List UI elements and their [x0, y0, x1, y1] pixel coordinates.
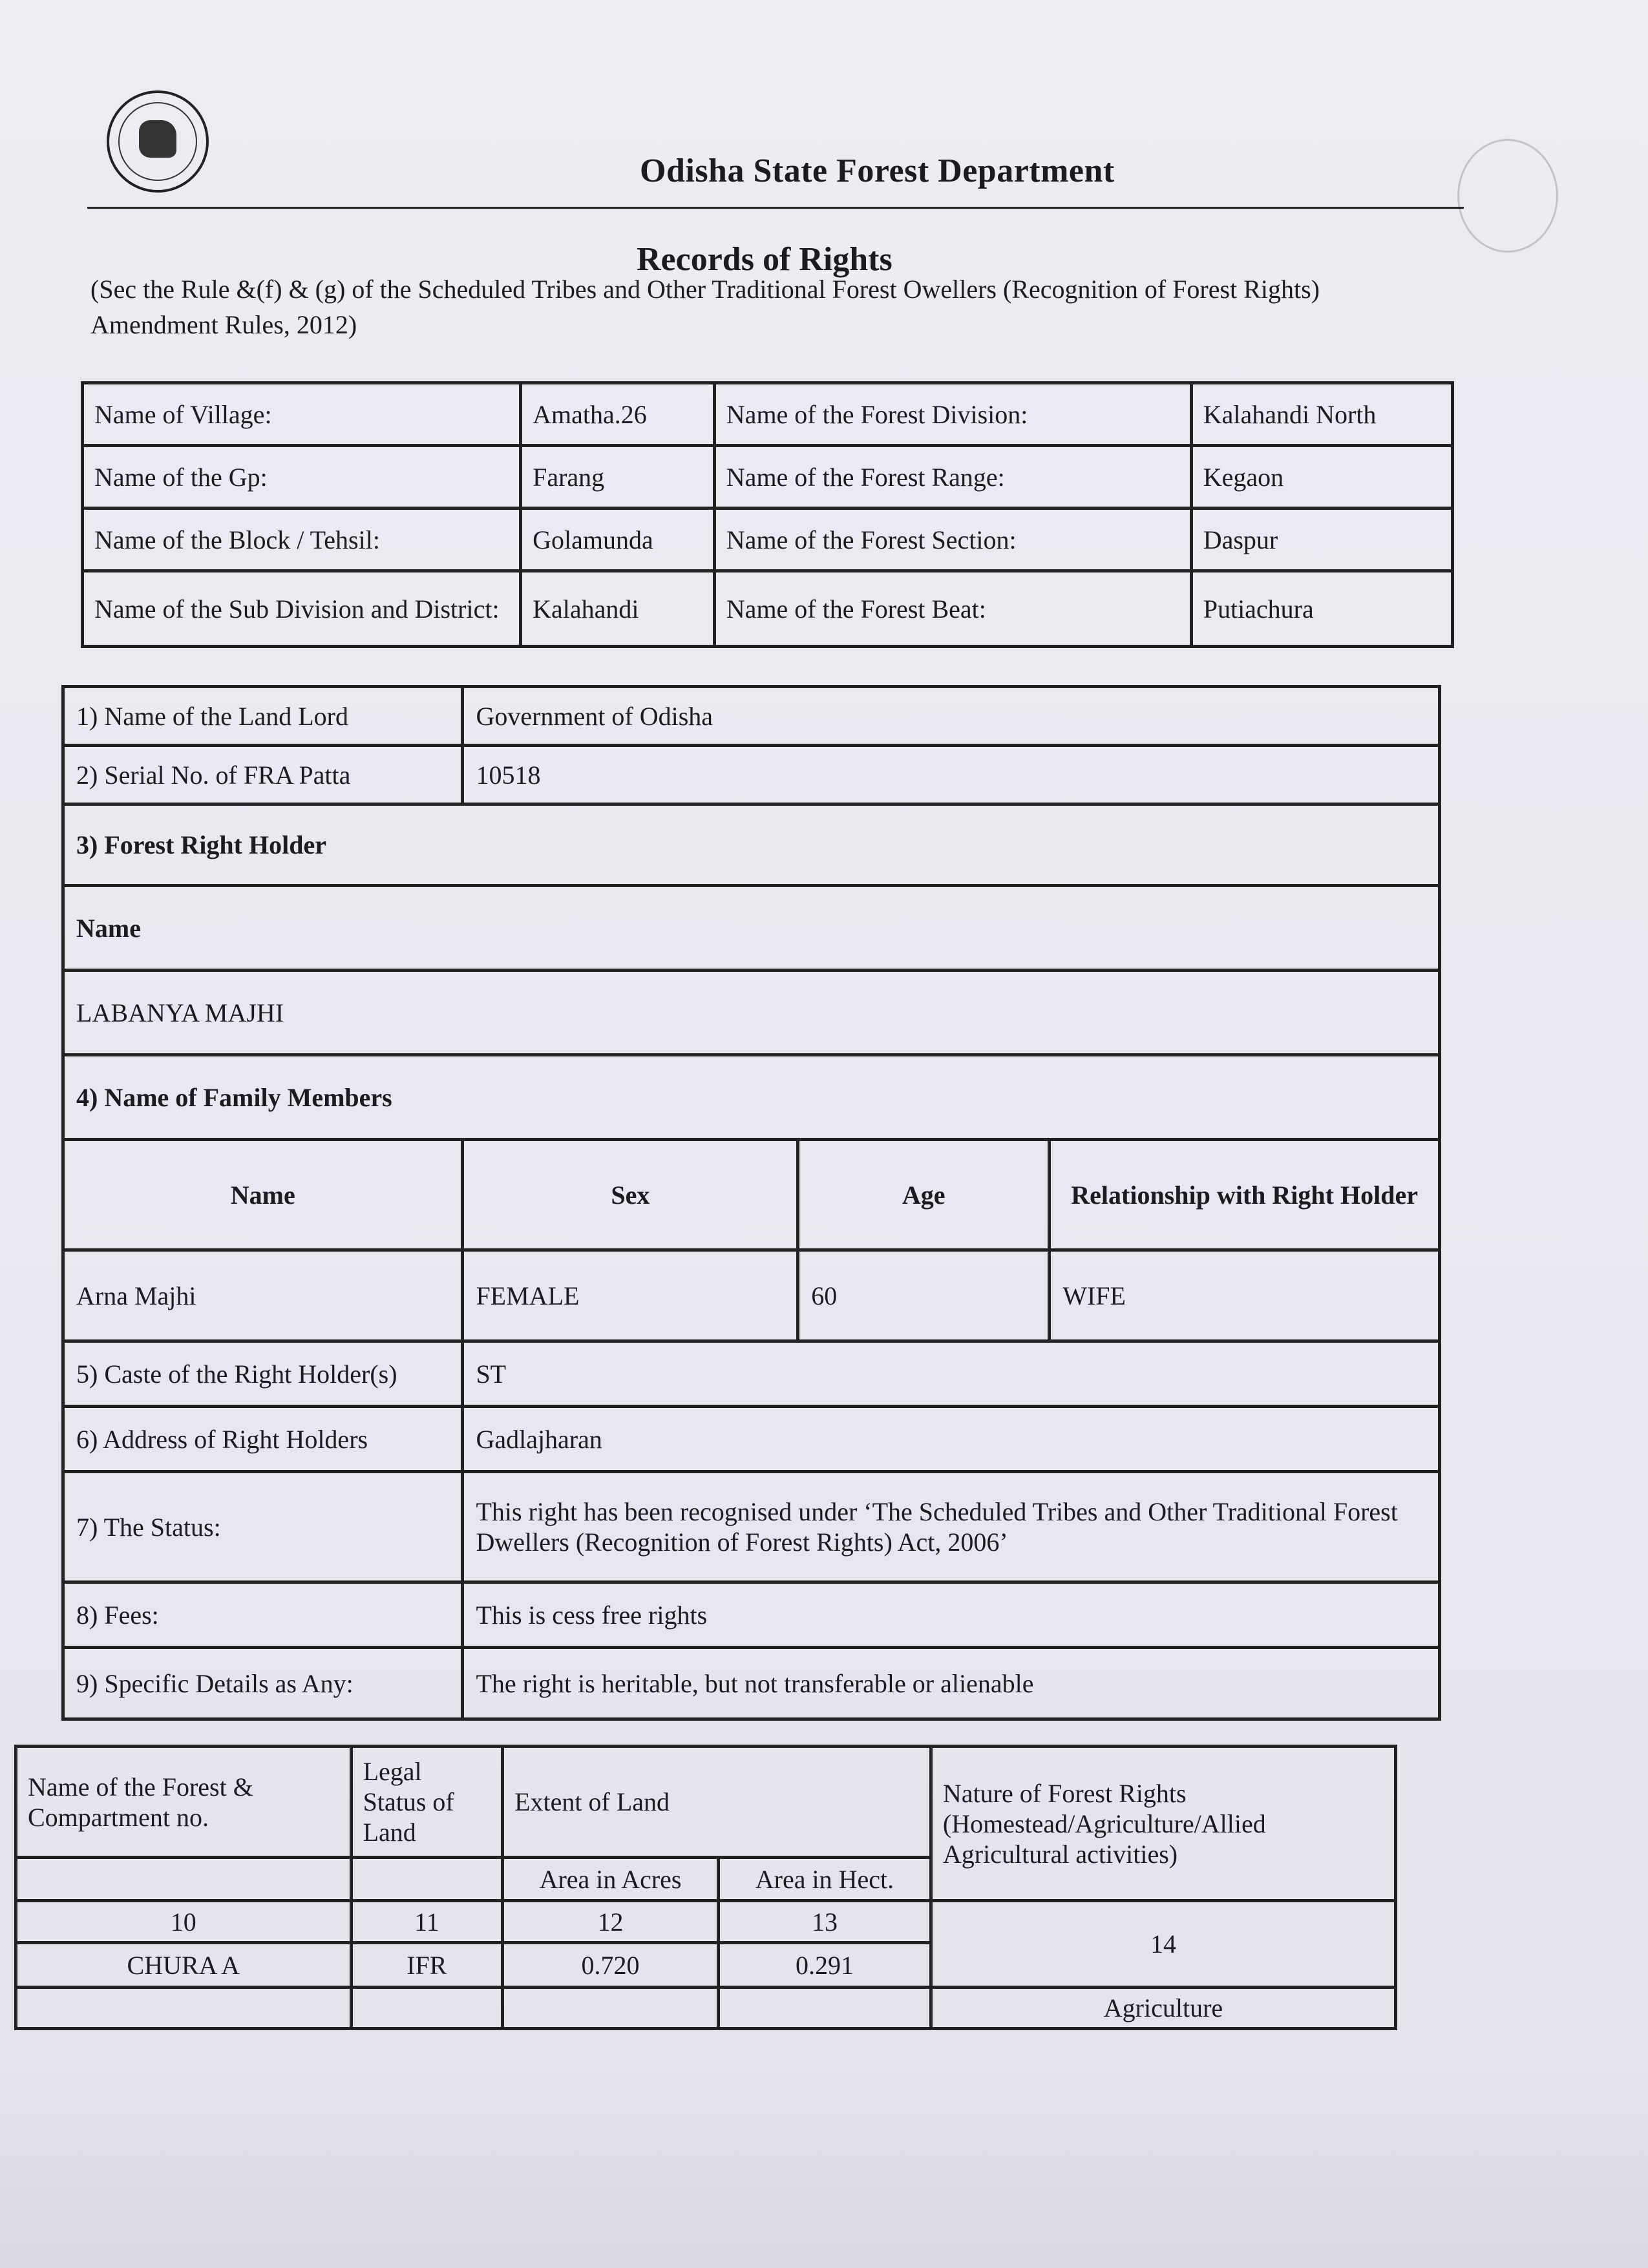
- block-label: Name of the Block / Tehsil:: [83, 509, 521, 571]
- division-value: Kalahandi North: [1191, 383, 1452, 446]
- name-heading: Name: [63, 886, 1440, 971]
- document-title: Records of Rights: [637, 241, 893, 278]
- table-row: [63, 1250, 1440, 1341]
- sub-area-hect: Area in Hect.: [719, 1858, 931, 1901]
- family-col-relationship: Relationship with Right Holder: [1050, 1140, 1440, 1250]
- acres-value: 0.720: [503, 1943, 719, 1988]
- hect-value: 0.291: [719, 1943, 931, 1988]
- num-hect: 13: [719, 1901, 931, 1943]
- beat-label: Name of the Forest Beat:: [714, 571, 1191, 647]
- num-forest: 10: [16, 1901, 352, 1943]
- blank-cell: [351, 1988, 502, 2029]
- gp-value: Farang: [521, 446, 715, 509]
- address-label: 6) Address of Right Holders: [63, 1407, 463, 1472]
- family-col-age: Age: [798, 1140, 1050, 1250]
- land-table: [14, 1745, 1397, 2030]
- family-col-name: Name: [63, 1140, 463, 1250]
- forest-value: CHURA A: [16, 1943, 352, 1988]
- serial-label: 2) Serial No. of FRA Patta: [63, 746, 463, 804]
- family-col-sex: Sex: [463, 1140, 798, 1250]
- section-value: Daspur: [1191, 509, 1452, 571]
- family-member-relationship: WIFE: [1050, 1250, 1440, 1341]
- range-label: Name of the Forest Range:: [714, 446, 1191, 509]
- gp-label: Name of the Gp:: [83, 446, 521, 509]
- caste-label: 5) Caste of the Right Holder(s): [63, 1341, 463, 1407]
- header-divider: [87, 207, 1464, 209]
- nature-value: Agriculture: [931, 1988, 1395, 2029]
- odisha-emblem-icon: [107, 90, 209, 193]
- num-nature: 14: [931, 1901, 1395, 1988]
- fees-value: This is cess free rights: [463, 1582, 1440, 1648]
- family-member-name: Arna Majhi: [63, 1250, 463, 1341]
- blank-cell: [16, 1858, 352, 1901]
- col-legal-status: Legal Status of Land: [351, 1747, 502, 1858]
- subdiv-label: Name of the Sub Division and District:: [83, 571, 521, 647]
- num-legal: 11: [351, 1901, 502, 1943]
- blank-cell: [719, 1988, 931, 2029]
- sub-area-acres: Area in Acres: [503, 1858, 719, 1901]
- faint-seal-icon: [1457, 139, 1558, 253]
- holder-name: LABANYA MAJHI: [63, 971, 1440, 1055]
- family-heading: 4) Name of Family Members: [63, 1055, 1440, 1140]
- status-label: 7) The Status:: [63, 1472, 463, 1582]
- col-forest-compartment: Name of the Forest & Compartment no.: [16, 1747, 352, 1858]
- num-acres: 12: [503, 1901, 719, 1943]
- record-table: [61, 685, 1441, 1721]
- beat-value: Putiachura: [1191, 571, 1452, 647]
- landlord-label: 1) Name of the Land Lord: [63, 687, 463, 746]
- address-value: Gadlajharan: [463, 1407, 1440, 1472]
- location-table: [81, 381, 1454, 648]
- details-label: 9) Specific Details as Any:: [63, 1648, 463, 1719]
- landlord-value: Government of Odisha: [463, 687, 1440, 746]
- legal-value: IFR: [351, 1943, 502, 1988]
- family-member-sex: FEMALE: [463, 1250, 798, 1341]
- details-value: The right is heritable, but not transferable or alienable: [463, 1648, 1440, 1719]
- family-member-age: 60: [798, 1250, 1050, 1341]
- subdiv-value: Kalahandi: [521, 571, 715, 647]
- serial-value: 10518: [463, 746, 1440, 804]
- division-label: Name of the Forest Division:: [714, 383, 1191, 446]
- col-extent-of-land: Extent of Land: [503, 1747, 931, 1858]
- fees-label: 8) Fees:: [63, 1582, 463, 1648]
- status-value: This right has been recognised under ‘The Scheduled Tribes and Other Traditional Forest Dwellers (Recognition of Forest Rights) Act, 2006’: [463, 1472, 1440, 1582]
- holder-heading: 3) Forest Right Holder: [63, 804, 1440, 886]
- col-nature-of-rights: Nature of Forest Rights (Homestead/Agriculture/Allied Agricultural activities): [931, 1747, 1395, 1901]
- department-name: Odisha State Forest Department: [640, 152, 1115, 189]
- village-label: Name of Village:: [83, 383, 521, 446]
- paper-fold-shadow: [0, 2068, 1648, 2268]
- blank-cell: [351, 1858, 502, 1901]
- blank-cell: [503, 1988, 719, 2029]
- caste-value: ST: [463, 1341, 1440, 1407]
- village-value: Amatha.26: [521, 383, 715, 446]
- blank-cell: [16, 1988, 352, 2029]
- document-subtitle: (Sec the Rule &(f) & (g) of the Scheduled Tribes and Other Traditional Forest Owellers (Recognition of Forest Rights) Amendment Rules, 2012): [90, 275, 1320, 339]
- range-value: Kegaon: [1191, 446, 1452, 509]
- section-label: Name of the Forest Section:: [714, 509, 1191, 571]
- block-value: Golamunda: [521, 509, 715, 571]
